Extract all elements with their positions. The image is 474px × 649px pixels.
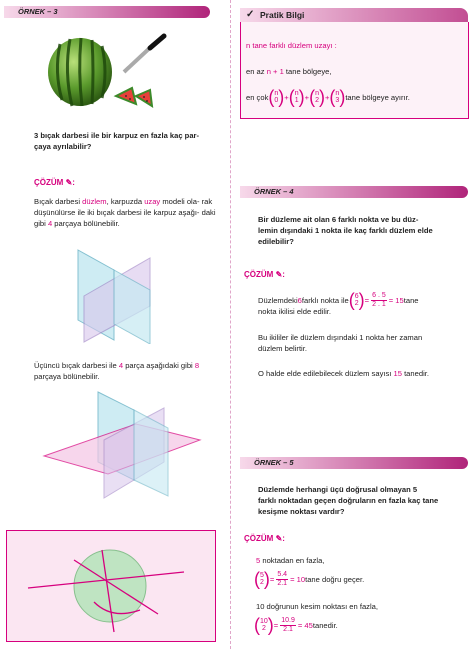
pratik-line-1: n tane farklı düzlem uzayı : xyxy=(246,41,337,50)
colon: : xyxy=(282,270,285,279)
watermelon-slice-right xyxy=(136,90,152,106)
example-4-solution-label: ÇÖZÜM ✎: xyxy=(244,270,285,279)
colon: : xyxy=(72,178,75,187)
fraction-5-4-over-2-1: $\frac{5.4}{2.1}$ xyxy=(277,570,288,587)
pencil-icon: ✎ xyxy=(65,178,73,187)
plus-sign: + xyxy=(304,92,310,102)
pratik-bilgi-title: Pratik Bilgi xyxy=(260,10,305,20)
example-3-solution-paragraph-1: Bıçak darbesi düzlem, karpuzda uzay modeli ola- rak düşünülürse ile iki bıçak darbesi ile karpuz aşağı- daki gibi 4 parçaya bölünebilir. xyxy=(34,197,216,228)
example-4-solution-line-1: Düzlemdeki 6 farklı nokta ile ( 6 2 ) = $\frac{6 . 5}{2 . 1}$ = 15 tane xyxy=(258,290,419,310)
example-4-solution-paragraph-3: O halde elde edilebilecek düzlem sayısı 15 tanedir. xyxy=(258,369,429,378)
example-5-solution-label: ÇÖZÜM ✎: xyxy=(244,534,285,543)
example-4-solution-paragraph-2: Bu ikililer ile düzlem dışındaki 1 nokta her zaman düzlem belirtir. xyxy=(258,333,423,353)
example-5-banner xyxy=(240,457,468,469)
pratik-line-3: en çok ( n 0 ) + ( n 1 ) + ( n 2 ) + ( n 3 ) tane bölgeye ayırır. xyxy=(246,87,410,107)
binom-n-2: ( n 2 ) xyxy=(309,87,325,107)
example-3-solution-label: ÇÖZÜM ✎: xyxy=(34,178,75,187)
colon: : xyxy=(282,534,285,543)
example-5-solution-line-4: ( 10 2 ) = $\frac{10.9}{2.1}$ = 45 tanedir. xyxy=(254,615,338,635)
example-4-banner xyxy=(240,186,468,198)
example-3-question: 3 bıçak darbesi ile bir karpuz en fazla kaç par- çaya ayrılabilir? xyxy=(34,131,200,151)
pratik-bilgi-header xyxy=(240,8,468,22)
pratik-line-2: en az n + 1 tane bölgeye, xyxy=(246,67,332,76)
example-4-solution-line-2: nokta ikilisi elde edilir. xyxy=(258,307,332,316)
example-3-title: ÖRNEK – 3 xyxy=(18,7,58,16)
fraction-10-9-over-2-1: $\frac{10.9}{2.1}$ xyxy=(281,616,295,633)
binom-n-1: ( n 1 ) xyxy=(288,87,305,107)
example-5-title: ÖRNEK – 5 xyxy=(254,458,294,467)
binom-5-2: ( 5 2 ) xyxy=(254,569,270,589)
plus-sign: + xyxy=(324,92,330,102)
example-5-solution-line-1: 5 noktadan en fazla, xyxy=(256,556,325,565)
three-planes-diagram xyxy=(38,388,208,508)
binom-n-3: ( n 3 ) xyxy=(329,87,346,107)
binom-n-0: ( n 0 ) xyxy=(268,87,285,107)
example-4-question: Bir düzleme ait olan 6 farklı nokta ve bu düz- lemin dışındaki 1 nokta ile kaç farklı düzlem elde edilebilir? xyxy=(258,215,433,246)
watermelon-knife-illustration xyxy=(46,30,176,120)
plus-sign: + xyxy=(284,92,289,102)
example-3-solution-paragraph-2: Üçüncü bıçak darbesi ile 4 parça aşağıdaki gibi 8 parçaya bölünebilir. xyxy=(34,361,200,381)
binom-6-2: ( 6 2 ) xyxy=(348,290,365,310)
fraction-6-5-over-2-1: $\frac{6 . 5}{2 . 1}$ xyxy=(372,291,386,308)
example-5-solution-line-3: 10 doğrunun kesim noktası en fazla, xyxy=(256,602,378,611)
check-icon: ✓ xyxy=(246,9,255,20)
example-5-question: Düzlemde herhangi üçü doğrusal olmayan 5 farklı noktadan geçen doğruların en fazla kaç tane kesişme noktası vardır? xyxy=(258,485,439,516)
pencil-icon: ✎ xyxy=(275,270,283,279)
knife-handle xyxy=(150,36,164,48)
binom-10-2: ( 10 2 ) xyxy=(254,615,274,635)
sphere-cut-diagram xyxy=(8,532,212,638)
example-5-solution-line-2: ( 5 2 ) = $\frac{5.4}{2.1}$ = 10 tane doğru geçer. xyxy=(254,569,365,589)
two-planes-diagram xyxy=(64,244,164,344)
column-divider xyxy=(230,0,231,649)
pencil-icon: ✎ xyxy=(275,534,283,543)
example-3-banner xyxy=(4,6,210,18)
example-4-title: ÖRNEK – 4 xyxy=(254,187,294,196)
